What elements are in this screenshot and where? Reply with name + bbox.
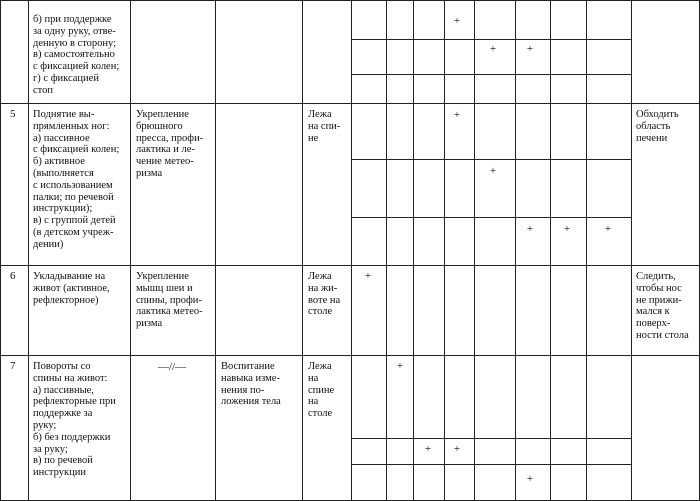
column-divider	[631, 0, 632, 501]
plus-mark: +	[424, 443, 432, 455]
plus-mark: +	[489, 165, 497, 177]
exercise-cell: Поднятие вы- прямленных ног: а) пассивное с фиксацией колен; б) активное (выполняется с использованием палки; по речевой инструкции); в) с группой детей (в детском учреж- дении)	[33, 109, 120, 250]
plus-mark: +	[453, 15, 461, 27]
exercise-cell: Укладывание на живот (активное, рефлекторное)	[33, 271, 110, 306]
ditto-mark: —//—	[157, 361, 187, 373]
column-divider	[550, 0, 551, 501]
note-cell: Следить, чтобы нос не прижи- мался к поверх- ности стола	[636, 271, 689, 341]
exercise-cell: б) при поддержке за одну руку, отве- денную в сторону; в) самостоятельно с фиксацией колен; г) с фиксацией стоп	[33, 14, 120, 96]
note-cell: Обходить область печени	[636, 109, 679, 144]
plus-mark: +	[604, 223, 612, 235]
task-cell: Воспитание навыка изме- нения по- ложения тела	[221, 361, 281, 408]
column-divider	[28, 0, 29, 501]
subrow-divider	[351, 438, 631, 439]
plus-mark: +	[396, 360, 404, 372]
row-number: 5	[10, 108, 16, 120]
plus-mark: +	[526, 223, 534, 235]
column-divider	[386, 0, 387, 501]
position-cell: Лежа на спи- не	[308, 109, 341, 144]
column-divider	[215, 0, 216, 501]
position-cell: Лежа на жи- воте на столе	[308, 271, 341, 318]
subrow-divider	[351, 74, 631, 75]
plus-mark: +	[489, 43, 497, 55]
plus-mark: +	[526, 473, 534, 485]
column-divider	[515, 0, 516, 501]
purpose-cell: Укрепление мышц шеи и спины, профи- лактика метео- ризма	[136, 271, 203, 330]
row-number: 7	[10, 360, 16, 372]
subrow-divider	[351, 217, 631, 218]
exercise-cell: Повороты со спины на живот: а) пассивные, рефлекторные при поддержке за руку; б) без поддержки за руку; в) по речевой инструкции	[33, 361, 116, 479]
plus-mark: +	[526, 43, 534, 55]
subrow-divider	[351, 464, 631, 465]
row-divider	[0, 355, 700, 356]
plus-mark: +	[453, 109, 461, 121]
purpose-cell: Укрепление брюшного пресса, профи- лактика и ле- чение метео- ризма	[136, 109, 204, 179]
column-divider	[130, 0, 131, 501]
plus-mark: +	[453, 443, 461, 455]
plus-mark: +	[364, 270, 372, 282]
row-divider	[0, 0, 700, 1]
plus-mark: +	[563, 223, 571, 235]
row-divider	[0, 103, 700, 104]
column-divider	[474, 0, 475, 501]
row-divider	[0, 265, 700, 266]
column-divider	[444, 0, 445, 501]
column-divider	[413, 0, 414, 501]
column-divider	[351, 0, 352, 501]
column-divider	[0, 0, 1, 501]
subrow-divider	[351, 159, 631, 160]
subrow-divider	[351, 39, 631, 40]
column-divider	[302, 0, 303, 501]
column-divider	[586, 0, 587, 501]
position-cell: Лежа на спине на столе	[308, 361, 335, 420]
row-number: 6	[10, 270, 16, 282]
